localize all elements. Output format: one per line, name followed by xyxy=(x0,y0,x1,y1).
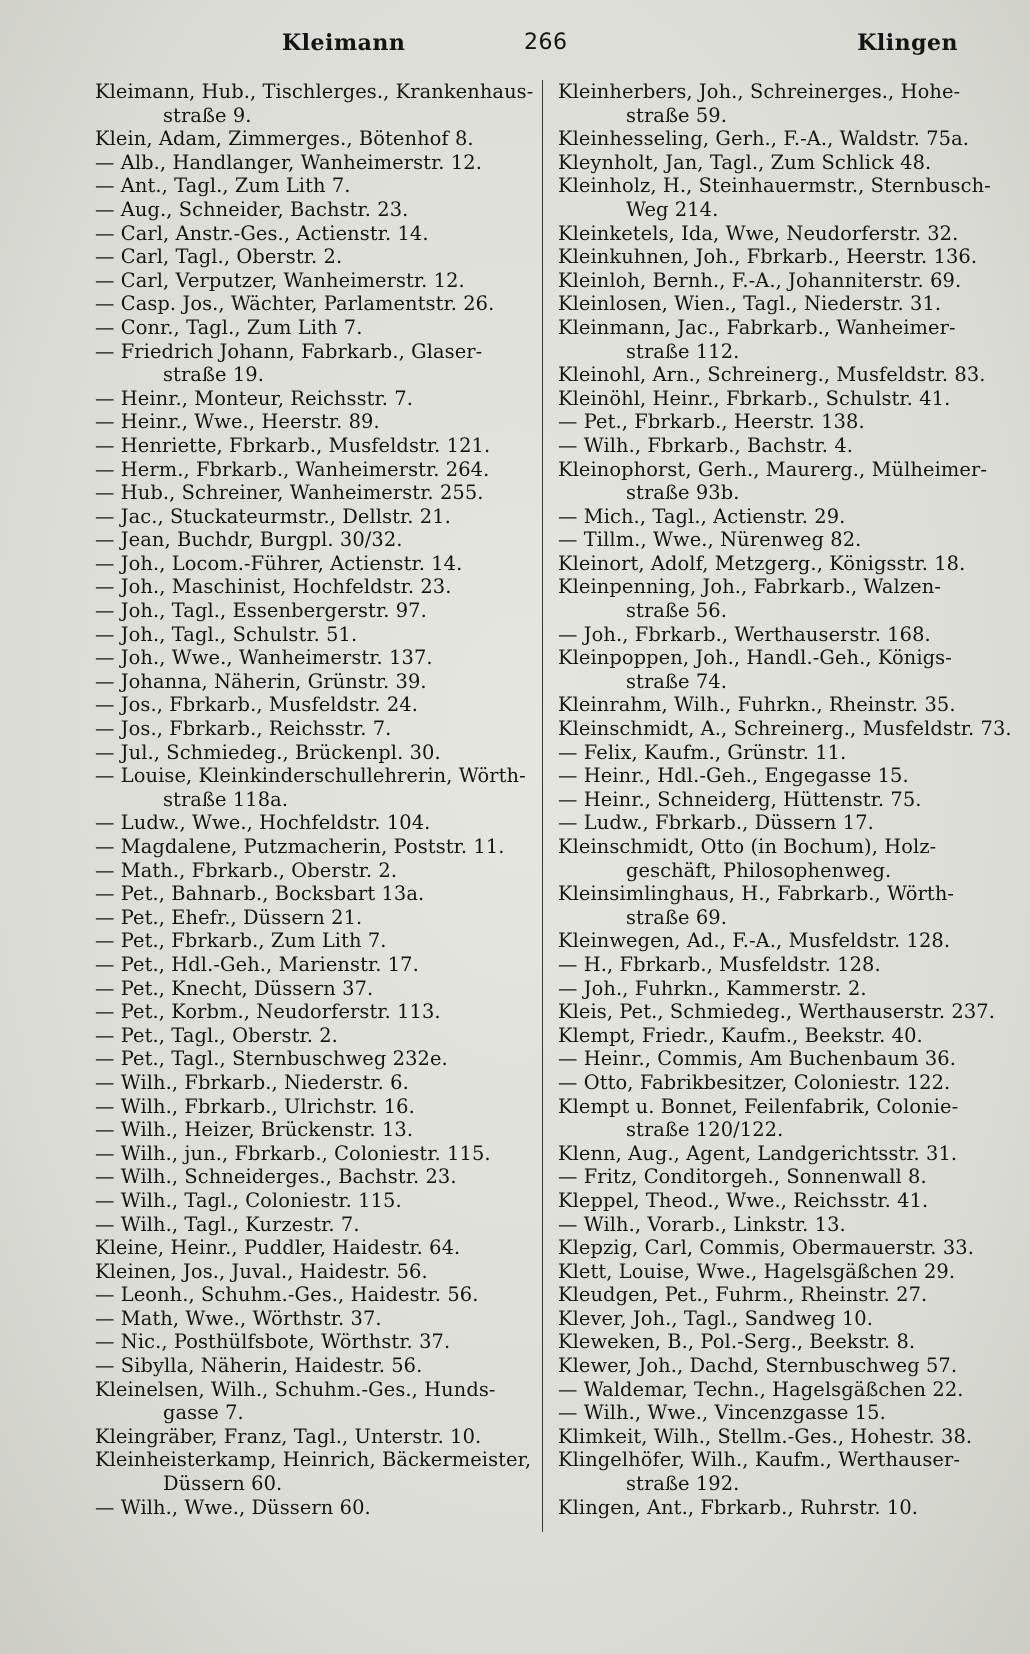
directory-line: — Wilh., Tagl., Kurzestr. 7. xyxy=(95,1212,360,1236)
directory-line: — Math., Fbrkarb., Oberstr. 2. xyxy=(95,858,398,882)
directory-line: straße 118a. xyxy=(163,787,289,811)
column-divider xyxy=(542,80,543,1532)
directory-line: — Sibylla, Näherin, Haidestr. 56. xyxy=(95,1354,423,1378)
directory-line: Klingen, Ant., Fbrkarb., Ruhrstr. 10. xyxy=(558,1495,919,1519)
directory-line: Kleinherbers, Joh., Schreinerges., Hohe- xyxy=(558,80,961,103)
directory-line: — Joh., Fbrkarb., Werthauserstr. 168. xyxy=(558,622,931,646)
directory-line: — Carl, Anstr.-Ges., Actienstr. 14. xyxy=(95,221,429,245)
header-left-catchword: Kleimann xyxy=(282,30,406,56)
directory-line: — Wilh., Tagl., Coloniestr. 115. xyxy=(95,1188,402,1212)
directory-line: — Wilh., Wwe., Düssern 60. xyxy=(95,1495,371,1519)
directory-line: Klenn, Aug., Agent, Landgerichtsstr. 31. xyxy=(558,1141,958,1165)
directory-line: — Nic., Posthülfsbote, Wörthstr. 37. xyxy=(95,1330,451,1354)
directory-line: straße 120/122. xyxy=(626,1118,784,1142)
directory-line: Kleweken, B., Pol.-Serg., Beekstr. 8. xyxy=(558,1330,916,1354)
directory-line: straße 69. xyxy=(626,905,728,929)
directory-line: Kleinschmidt, A., Schreinerg., Musfeldstr. 73. xyxy=(558,717,1012,741)
directory-line: — Mich., Tagl., Actienstr. 29. xyxy=(558,504,846,528)
directory-line: — Pet., Knecht, Düssern 37. xyxy=(95,976,374,1000)
directory-line: — Jac., Stuckateurmstr., Dellstr. 21. xyxy=(95,504,451,528)
directory-line: — Heinr., Schneiderg, Hüttenstr. 75. xyxy=(558,787,922,811)
directory-line: Kleinpoppen, Joh., Handl.-Geh., Königs- xyxy=(558,646,952,670)
directory-line: — Ludw., Fbrkarb., Düssern 17. xyxy=(558,811,874,835)
directory-line: straße 112. xyxy=(626,339,740,363)
directory-line: — Heinr., Commis, Am Buchenbaum 36. xyxy=(558,1047,956,1071)
directory-line: straße 93b. xyxy=(626,481,740,505)
right-column xyxy=(558,80,1012,1519)
directory-line: — Wilh., Schneiderges., Bachstr. 23. xyxy=(95,1165,457,1189)
directory-line: straße 19. xyxy=(163,363,265,387)
directory-line: — Friedrich Johann, Fabrkarb., Glaser- xyxy=(95,339,483,363)
directory-line: — Jean, Buchdr, Burgpl. 30/32. xyxy=(95,528,403,552)
directory-line: Weg 214. xyxy=(626,197,719,221)
directory-line: — Casp. Jos., Wächter, Parlamentstr. 26. xyxy=(95,292,495,316)
directory-line: Kleppel, Theod., Wwe., Reichsstr. 41. xyxy=(558,1188,929,1212)
directory-line: Kleingräber, Franz, Tagl., Unterstr. 10. xyxy=(95,1424,482,1448)
directory-line: — Conr., Tagl., Zum Lith 7. xyxy=(95,315,363,339)
directory-line: straße 192. xyxy=(626,1472,740,1496)
directory-line: Kleinohl, Arn., Schreinerg., Musfeldstr. 83. xyxy=(558,363,986,387)
directory-line: — Otto, Fabrikbesitzer, Coloniestr. 122. xyxy=(558,1070,951,1094)
directory-line: Kleynholt, Jan, Tagl., Zum Schlick 48. xyxy=(558,150,932,174)
directory-line: — Leonh., Schuhm.-Ges., Haidestr. 56. xyxy=(95,1283,479,1307)
directory-line: Kleinholz, H., Steinhauermstr., Sternbusch- xyxy=(558,174,991,198)
page-number: 266 xyxy=(524,30,568,55)
directory-line: Kleimann, Hub., Tischlerges., Krankenhaus- xyxy=(95,80,534,103)
directory-line: Kleinöhl, Heinr., Fbrkarb., Schulstr. 41. xyxy=(558,386,951,410)
directory-line: Klever, Joh., Tagl., Sandweg 10. xyxy=(558,1306,874,1330)
directory-line: — Pet., Fbrkarb., Heerstr. 138. xyxy=(558,410,865,434)
directory-line: — Joh., Maschinist, Hochfeldstr. 23. xyxy=(95,575,452,599)
directory-line: Kleinheisterkamp, Heinrich, Bäckermeister, xyxy=(95,1448,532,1472)
directory-line: — Wilh., Vorarb., Linkstr. 13. xyxy=(558,1212,846,1236)
directory-line: — Waldemar, Techn., Hagelsgäßchen 22. xyxy=(558,1377,964,1401)
directory-line: — Wilh., Wwe., Vincenzgasse 15. xyxy=(558,1401,886,1425)
directory-line: Klepzig, Carl, Commis, Obermauerstr. 33. xyxy=(558,1236,974,1260)
directory-line: Kleinelsen, Wilh., Schuhm.-Ges., Hunds- xyxy=(95,1377,496,1401)
directory-line: Kleinloh, Bernh., F.-A., Johanniterstr. 69. xyxy=(558,268,962,292)
directory-line: — Carl, Verputzer, Wanheimerstr. 12. xyxy=(95,268,465,292)
directory-line: — Louise, Kleinkinderschullehrerin, Wörth- xyxy=(95,764,526,788)
directory-line: — Felix, Kaufm., Grünstr. 11. xyxy=(558,740,847,764)
directory-line: Kleinkuhnen, Joh., Fbrkarb., Heerstr. 136. xyxy=(558,245,978,269)
directory-line: Klimkeit, Wilh., Stellm.-Ges., Hohestr. 38. xyxy=(558,1424,973,1448)
directory-line: — Joh., Tagl., Schulstr. 51. xyxy=(95,622,358,646)
directory-line: — Wilh., Fbrkarb., Ulrichstr. 16. xyxy=(95,1094,415,1118)
directory-line: Kleinketels, Ida, Wwe, Neudorferstr. 32. xyxy=(558,221,959,245)
directory-line: Klempt, Friedr., Kaufm., Beekstr. 40. xyxy=(558,1023,923,1047)
directory-line: — Henriette, Fbrkarb., Musfeldstr. 121. xyxy=(95,433,491,457)
directory-line: — Fritz, Conditorgeh., Sonnenwall 8. xyxy=(558,1165,927,1189)
directory-line: — Wilh., jun., Fbrkarb., Coloniestr. 115. xyxy=(95,1141,491,1165)
directory-line: Kleinen, Jos., Juval., Haidestr. 56. xyxy=(95,1259,428,1283)
directory-line: — Herm., Fbrkarb., Wanheimerstr. 264. xyxy=(95,457,490,481)
directory-line: Klett, Louise, Wwe., Hagelsgäßchen 29. xyxy=(558,1259,956,1283)
directory-line: straße 56. xyxy=(626,599,728,623)
directory-line: Kleinmann, Jac., Fabrkarb., Wanheimer- xyxy=(558,315,956,339)
directory-line: Klein, Adam, Zimmerges., Bötenhof 8. xyxy=(95,127,474,151)
directory-line: Kleinrahm, Wilh., Fuhrkn., Rheinstr. 35. xyxy=(558,693,956,717)
directory-line: straße 9. xyxy=(163,103,252,127)
page-header xyxy=(96,30,978,64)
directory-line: Kleinophorst, Gerh., Maurerg., Mülheimer- xyxy=(558,457,987,481)
directory-line: — Joh., Fuhrkn., Kammerstr. 2. xyxy=(558,976,867,1000)
directory-line: — Carl, Tagl., Oberstr. 2. xyxy=(95,245,343,269)
directory-line: Kleinlosen, Wien., Tagl., Niederstr. 31. xyxy=(558,292,942,316)
directory-line: — Wilh., Heizer, Brückenstr. 13. xyxy=(95,1118,414,1142)
directory-line: — Jos., Fbrkarb., Reichsstr. 7. xyxy=(95,717,392,741)
directory-line: Klingelhöfer, Wilh., Kaufm., Werthauser- xyxy=(558,1448,960,1472)
directory-line: — Heinr., Monteur, Reichsstr. 7. xyxy=(95,386,413,410)
directory-line: — Alb., Handlanger, Wanheimerstr. 12. xyxy=(95,150,482,174)
directory-line: gasse 7. xyxy=(163,1401,244,1425)
directory-line: Kleinwegen, Ad., F.-A., Musfeldstr. 128. xyxy=(558,929,951,953)
directory-line: straße 59. xyxy=(626,103,728,127)
directory-line: — Joh., Locom.-Führer, Actienstr. 14. xyxy=(95,551,463,575)
directory-line: — Pet., Korbm., Neudorferstr. 113. xyxy=(95,1000,441,1024)
header-right-catchword: Klingen xyxy=(857,30,958,56)
directory-line: — Wilh., Fbrkarb., Niederstr. 6. xyxy=(95,1070,409,1094)
directory-line: — Math, Wwe., Wörthstr. 37. xyxy=(95,1306,382,1330)
left-column xyxy=(95,80,534,1519)
directory-line: — Ludw., Wwe., Hochfeldstr. 104. xyxy=(95,811,431,835)
directory-line: Klempt u. Bonnet, Feilenfabrik, Colonie- xyxy=(558,1094,959,1118)
directory-line: Kleinhesseling, Gerh., F.-A., Waldstr. 75a. xyxy=(558,127,970,151)
directory-line: Kleinsimlinghaus, H., Fabrkarb., Wörth- xyxy=(558,882,955,906)
directory-line: — Jul., Schmiedeg., Brückenpl. 30. xyxy=(95,740,441,764)
directory-line: — Tillm., Wwe., Nürenweg 82. xyxy=(558,528,862,552)
directory-line: Kleine, Heinr., Puddler, Haidestr. 64. xyxy=(95,1236,461,1260)
directory-line: — Pet., Hdl.-Geh., Marienstr. 17. xyxy=(95,952,419,976)
directory-line: — Ant., Tagl., Zum Lith 7. xyxy=(95,174,351,198)
directory-line: geschäft, Philosophenweg. xyxy=(626,858,892,882)
directory-line: — Wilh., Fbrkarb., Bachstr. 4. xyxy=(558,433,854,457)
directory-line: Kleinschmidt, Otto (in Bochum), Holz- xyxy=(558,835,937,858)
directory-line: — Pet., Ehefr., Düssern 21. xyxy=(95,905,363,929)
directory-line: — Johanna, Näherin, Grünstr. 39. xyxy=(95,669,427,693)
directory-line: Kleinort, Adolf, Metzgerg., Königsstr. 18. xyxy=(558,551,966,575)
directory-line: — Heinr., Wwe., Heerstr. 89. xyxy=(95,410,380,434)
directory-line: — Magdalene, Putzmacherin, Poststr. 11. xyxy=(95,835,505,858)
directory-line: — Pet., Fbrkarb., Zum Lith 7. xyxy=(95,929,387,953)
directory-line: — Aug., Schneider, Bachstr. 23. xyxy=(95,197,409,221)
directory-line: straße 74. xyxy=(626,669,728,693)
directory-line: Kleinpenning, Joh., Fabrkarb., Walzen- xyxy=(558,575,941,599)
directory-line: — Joh., Wwe., Wanheimerstr. 137. xyxy=(95,646,433,670)
directory-line: Klewer, Joh., Dachd, Sternbuschweg 57. xyxy=(558,1354,958,1378)
directory-line: Düssern 60. xyxy=(163,1472,283,1496)
directory-line: — Joh., Tagl., Essenbergerstr. 97. xyxy=(95,599,427,623)
directory-line: Kleudgen, Pet., Fuhrm., Rheinstr. 27. xyxy=(558,1283,928,1307)
directory-line: — Pet., Bahnarb., Bocksbart 13a. xyxy=(95,882,425,906)
directory-line: — Hub., Schreiner, Wanheimerstr. 255. xyxy=(95,481,484,505)
directory-line: — Heinr., Hdl.-Geh., Engegasse 15. xyxy=(558,764,909,788)
directory-line: — H., Fbrkarb., Musfeldstr. 128. xyxy=(558,952,881,976)
directory-line: — Jos., Fbrkarb., Musfeldstr. 24. xyxy=(95,693,418,717)
directory-line: — Pet., Tagl., Sternbuschweg 232e. xyxy=(95,1047,448,1071)
directory-line: Kleis, Pet., Schmiedeg., Werthauserstr. 237. xyxy=(558,1000,995,1024)
directory-line: — Pet., Tagl., Oberstr. 2. xyxy=(95,1023,338,1047)
